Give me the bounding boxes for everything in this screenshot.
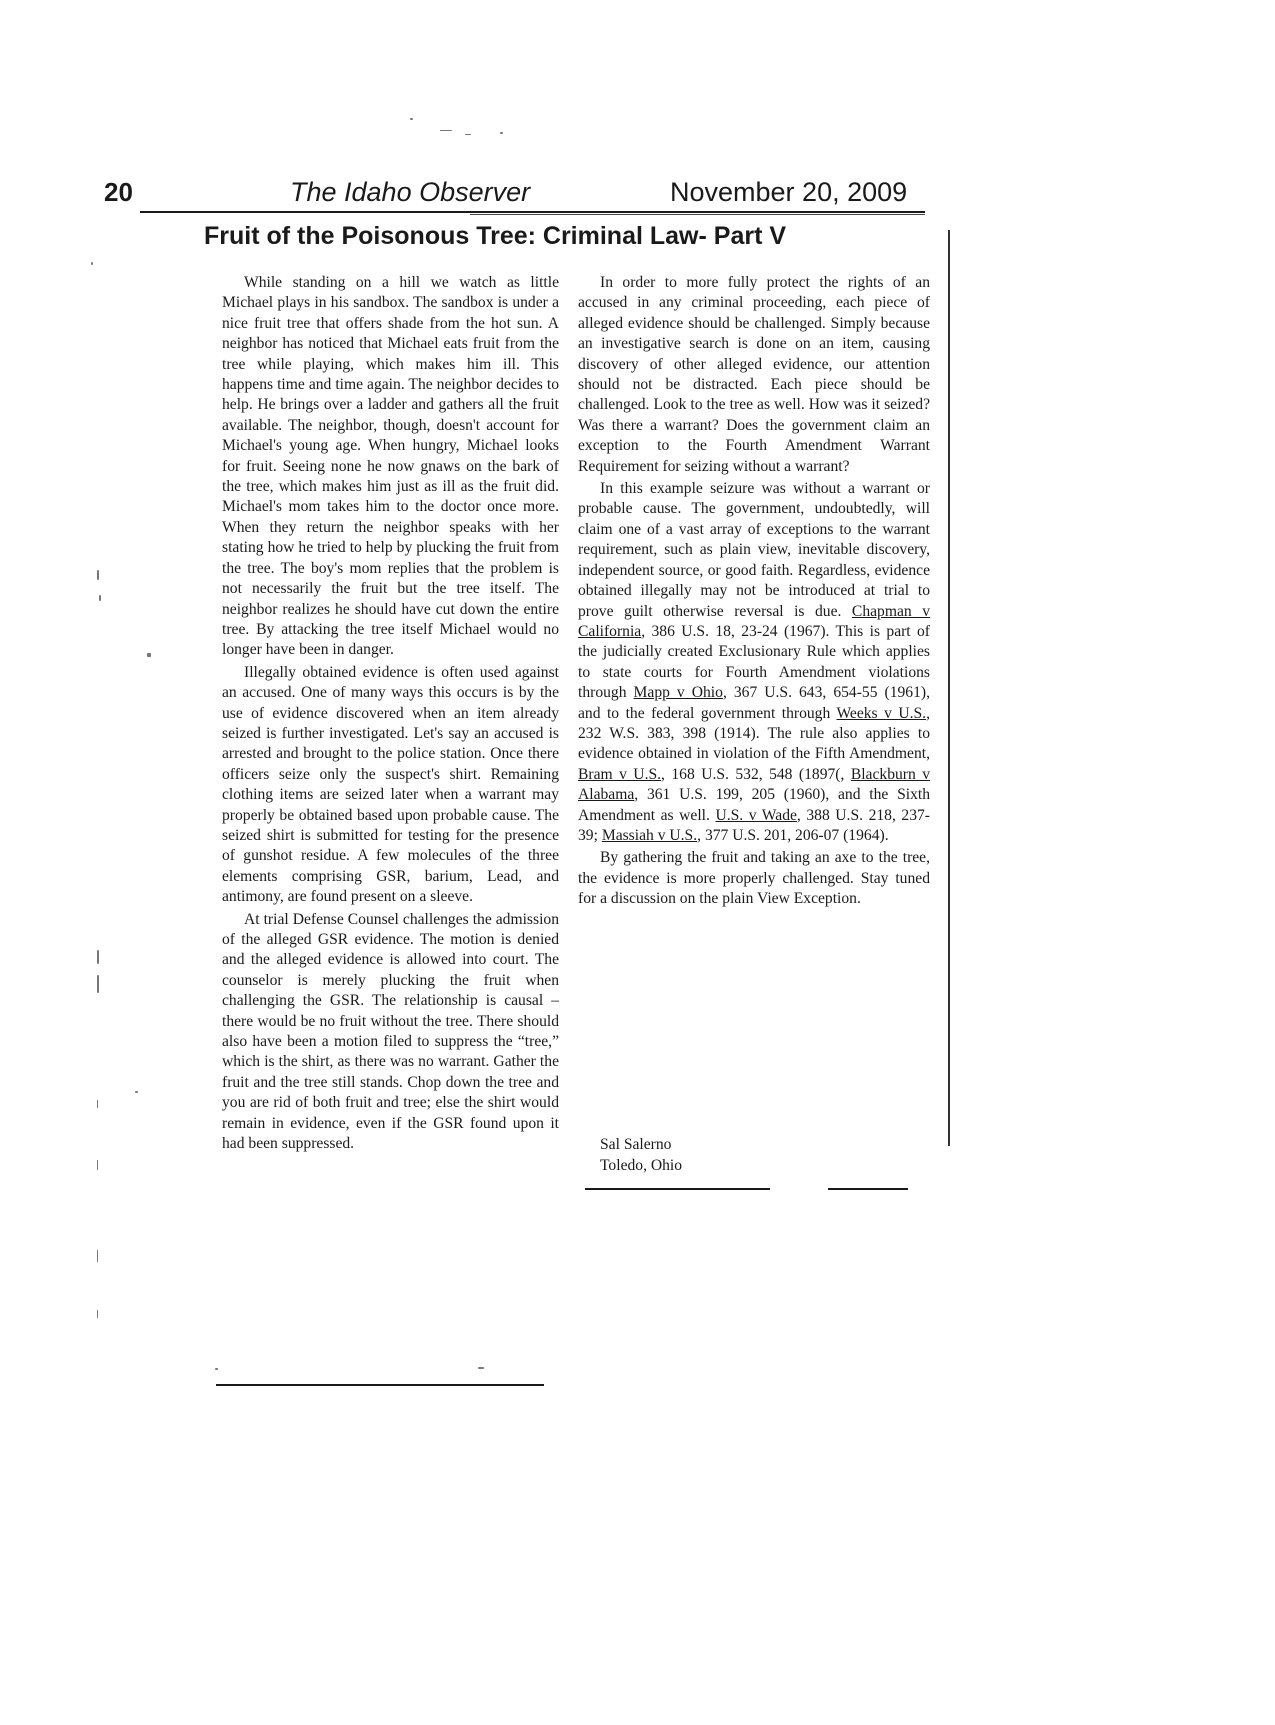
scan-speck [500,132,503,134]
scan-speck [97,570,99,580]
header-rule [470,214,925,215]
page-number: 20 [104,177,133,207]
scan-speck [97,1100,98,1108]
issue-date: November 20, 2009 [670,177,908,207]
header-rule [140,211,925,213]
case-citation: U.S. v Wade [715,806,797,824]
scan-speck [135,1091,138,1093]
article-paragraph [578,479,930,846]
case-citation: Weeks v U.S. [836,704,927,722]
end-rule [216,1384,544,1386]
paragraph-text: , 367 U.S. 643, 654-55 (1961), and to the federal government through [578,684,930,722]
article-paragraph: While standing on a hill we watch as little Michael plays in his sandbox. The sandbox is under a nice fruit tree that offers shade from the hot sun. A neighbor has noticed that Michael eats fruit from the tree while playing, which makes him ill. This happens time and time again. The neighbor decides to help. He brings over a ladder and gathers all the fruit available. The neighbor, though, doesn't account for Michael's young age. When hungry, Michael looks for fruit. Seeing none he now gnaws on the bark of the tree, which makes him just as ill as the fruit did. Michael's mom takes him to the doctor once more. When they return the neighbor speaks with her stating how he tried to help by plucking the fruit from the tree. The boy's mom replies that the problem is not necessarily the fruit but the tree itself. The neighbor realizes he should have cut down the entire tree. By attacking the tree itself Michael would no longer have been in danger. [222,274,559,659]
scan-speck [97,975,99,993]
author-signature [600,1134,682,1176]
paragraph-text: , 388 U.S. 218, 237-39; [578,806,930,844]
article-column-right [578,273,930,912]
scan-speck [440,130,452,131]
scan-speck [147,653,151,657]
author-name: Sal Salerno [600,1136,672,1153]
masthead: The Idaho Observer [290,177,531,207]
article-headline: Fruit of the Poisonous Tree: Criminal Law- Part V [204,222,787,250]
paragraph-text: , 377 U.S. 201, 206-07 (1964). [697,826,889,844]
article-paragraph: At trial Defense Counsel challenges the admission of the alleged GSR evidence. The motion is denied and the alleged evidence is allowed into court. The counselor is merely plucking the fruit when challenging the GSR. The relationship is causal – there would be no fruit without the tree. There should also have been a motion filed to suppress the “tree,” which is the shirt, as there was no warrant. Gather the fruit and the tree still stands. Chop down the tree and you are rid of both fruit and tree; else the shirt would remain in evidence, even if the GSR found upon it had been suppressed. [222,910,559,1153]
article-paragraph: Illegally obtained evidence is often used against an accused. One of many ways this occurs is by the use of evidence discovered when an item already seized is further investigated. Let's say an accused is arrested and brought to the police station. Once there officers seize only the suspect's shirt. Remaining clothing items are seized later when a warrant may properly be obtained based upon probable cause. The seized shirt is submitted for testing for the presence of gunshot residue. A few molecules of the three elements comprising GSR, barium, Lead, and antimony, are found present on a sleeve. [222,663,559,906]
case-citation: Blackburn v Alabama [578,765,931,804]
scan-speck [91,262,93,265]
paragraph-text: , 386 U.S. 18, 23-24 (1967). This is part of the judicially created Exclusionary Rule which applies to state courts for Fourth Amendment violations through [578,622,930,702]
paragraph-text: In this example seizure was without a warrant or probable cause. The government, undoubtedly, will claim one of a vast array of exceptions to the warrant requirement, such as plain view, inevitable discovery, independent source, or good faith. Regardless, evidence obtained illegally may not be introduced at trial to prove guilt otherwise reversal is due. [578,480,930,620]
scan-speck [97,1160,98,1170]
scan-speck [478,1367,484,1369]
paragraph-text: , 168 U.S. 532, 548 (1897(, [661,765,851,783]
case-citation: Mapp v Ohio [633,684,723,702]
author-location: Toledo, Ohio [600,1157,683,1174]
column-border [948,230,950,1146]
article-paragraph: By gathering the fruit and taking an axe to the tree, the evidence is more properly challenged. Stay tuned for a discussion on the plain View Exception. [578,849,930,908]
paragraph-text: , 361 U.S. 199, 205 (1960), and the Sixth Amendment as well. [578,786,930,824]
paragraph-text: , 232 W.S. 383, 398 (1914). The rule also applies to evidence obtained in violation of the Fifth Amendment, [578,704,930,763]
scan-speck [97,950,99,964]
article-paragraph: In order to more fully protect the rights of an accused in any criminal proceeding, each piece of alleged evidence should be challenged. Simply because an investigative search is done on an item, causing discovery of other alleged evidence, our attention should not be distracted. Each piece should be challenged. Look to the tree as well. How was it seized? Was there a warrant? Does the government claim an exception to the Fourth Amendment Warrant Requirement for seizing without a warrant? [578,274,930,475]
scan-speck [215,1368,218,1370]
scan-speck [99,595,101,601]
scan-speck [97,1250,98,1262]
article-column-left [222,273,559,1156]
case-citation: Bram v U.S. [578,765,662,783]
scan-speck [465,134,471,135]
case-citation: Chapman v California [578,602,930,640]
end-rule [828,1188,908,1190]
end-rule [585,1188,770,1190]
scan-speck [97,1310,98,1318]
case-citation: Massiah v U.S. [601,826,698,844]
scan-speck [410,118,413,120]
